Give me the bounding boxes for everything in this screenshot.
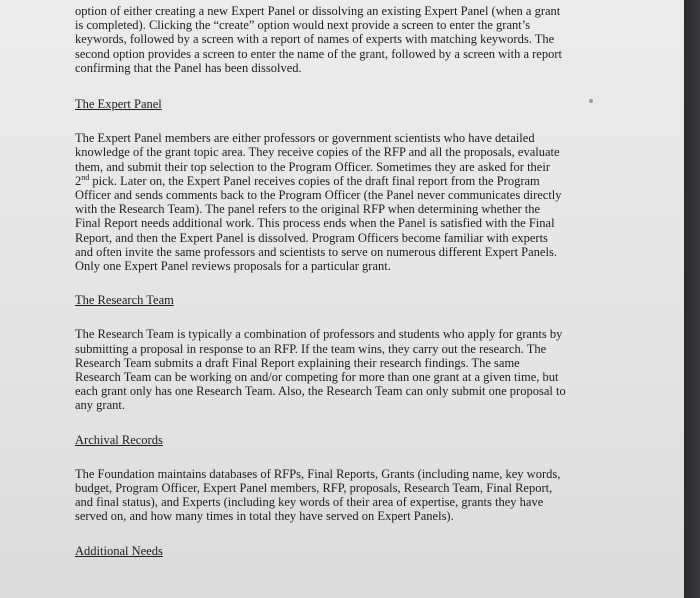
document-content: [75, 4, 567, 558]
section-heading-research-team: The Research Team: [75, 293, 174, 308]
section-body-expert-panel: [75, 131, 567, 273]
section-body-archival-records: The Foundation maintains databases of RFPs, Final Reports, Grants (including name, key words, budget, Program Officer, Expert Panel members, RFP, proposals, Research Team, Final Report, and final status), and Experts (including key words of their area of expertise, grants they have served on, and how many times in total they have served on Expert Panels).: [75, 466, 561, 524]
section-body-research-team: The Research Team is typically a combination of professors and students who apply for grants by submitting a proposal in response to an RFP. If the team wins, they carry out the research. The Research Team submits a draft Final Report explaining their research findings. The same Research Team can be working on and/or competing for more than one grant at a given time, but each grant only has one Research Team. Also, the Research Team can only submit one proposal to any grant.: [75, 327, 566, 413]
section-heading-archival-records: Archival Records: [75, 432, 163, 447]
section-heading-expert-panel: The Expert Panel: [75, 97, 162, 112]
ordinal-superscript: nd: [81, 172, 90, 182]
expert-panel-text-part-1: The Expert Panel members are either professors or government scientists who have detailed knowledge of the grant topic area. They receive copies of the RFP and all the proposals, evaluate them, and submit their top selection to the Program Officer. Sometimes they are asked for their 2: [75, 131, 560, 188]
paper-speck: [589, 99, 593, 103]
expert-panel-text-part-2: pick. Later on, the Expert Panel receives copies of the draft final report from the Program Officer and sends comments back to the Program Officer (the Panel never communicates directly with the Research Team). The panel refers to the original RFP when determining whether the Final Report needs additional work. This process ends when the Panel is satisfied with the Final Report, and then the Expert Panel is dissolved. Program Officers become familiar with experts and often invite the same professors and scientists to serve on numerous different Expert Panels. Only one Expert Panel reviews proposals for a particular grant.: [75, 173, 562, 274]
intro-paragraph: option of either creating a new Expert Panel or dissolving an existing Expert Panel (when a grant is completed). Clicking the “create” option would next provide a screen to enter the grant’s keywords, followed by a screen with a report of names of experts with matching keywords. The second option provides a screen to enter the name of the grant, followed by a screen with a report confirming that the Panel has been dissolved.: [75, 4, 562, 75]
section-heading-additional-needs: Additional Needs: [75, 543, 163, 558]
background-edge: [684, 0, 700, 598]
